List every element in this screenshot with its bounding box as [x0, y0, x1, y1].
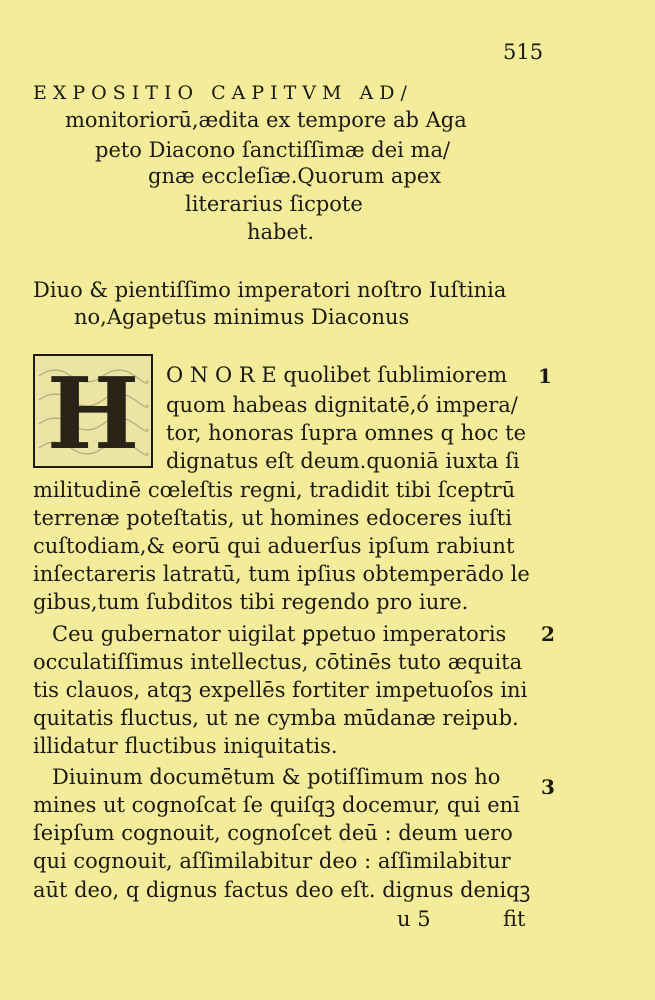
text-line: tis clauos, atqꝫ expellēs fortiter impetuoſos ini — [33, 678, 528, 702]
header-line: peto Diacono ſanctiſſimæ dei ma/ — [95, 138, 451, 162]
text-line: militudinē cœleſtis regni, tradidit tibi ſceptrū — [33, 478, 516, 502]
text-line: O N O R E quolibet ſublimiorem — [166, 363, 508, 387]
text-line: Ceu gubernator uigilat ꝑpetuo imperatoris — [52, 622, 507, 646]
text-line: illidatur fluctibus iniquitatis. — [33, 734, 338, 758]
text-line: cuſtodiam,& eorū qui aduerſus ipſum rabiunt — [33, 534, 515, 558]
header-line: literarius ſicpote — [185, 192, 363, 216]
text-line: aūt deo, q dignus factus deo eſt. dignus deniqꝫ — [33, 878, 531, 902]
text-line: ſeipſum cognouit, cognoſcet deū : deum uero — [33, 821, 513, 845]
text-line: qui cognouit, aſſimilabitur deo : aſſimilabitur — [33, 849, 511, 873]
title-line: EXPOSITIO CAPITVM AD/ — [33, 82, 413, 104]
text-line: tor, honoras ſupra omnes q hoc te — [166, 421, 527, 445]
section-number: 1 — [538, 364, 552, 388]
dedication-line: no,Agapetus minimus Diaconus — [74, 305, 410, 329]
page-number: 515 — [503, 40, 544, 64]
text-line: inſectareris latratū, tum ipſius obtemperādo le — [33, 562, 530, 586]
text-line: mines ut cognoſcat ſe quiſqꝫ docemur, qui enī — [33, 793, 520, 817]
text-line: quom habeas dignitatē,ó impera/ — [166, 393, 518, 417]
text-line: dignatus eſt deum.quoniā iuxta ſi — [166, 449, 520, 473]
section-number: 2 — [541, 622, 555, 646]
text-line: occulatiſſimus intellectus, cōtinēs tuto æquita — [33, 650, 523, 674]
text-line: Diuinum documētum & potiſſimum nos ho — [52, 765, 501, 789]
decorated-initial-art — [35, 356, 151, 466]
header-line: monitoriorū,ædita ex tempore ab Aga — [65, 108, 467, 132]
catchword: fit — [503, 907, 526, 931]
section-number: 3 — [541, 775, 555, 799]
decorated-initial — [33, 354, 153, 468]
dedication-line: Diuo & pientiſſimo imperatori noſtro Iuſtinia — [33, 278, 507, 302]
header-line: gnæ eccleſiæ.Quorum apex — [148, 164, 442, 188]
signature-mark: u 5 — [397, 907, 431, 931]
text-line: terrenæ poteſtatis, ut homines edoceres iuſti — [33, 506, 512, 530]
header-line: habet. — [247, 220, 315, 244]
text-line: gibus,tum ſubditos tibi regendo pro iure. — [33, 590, 469, 614]
text-line: quitatis fluctus, ut ne cymba mūdanæ reipub. — [33, 706, 519, 730]
initial-letter: H — [46, 357, 140, 466]
